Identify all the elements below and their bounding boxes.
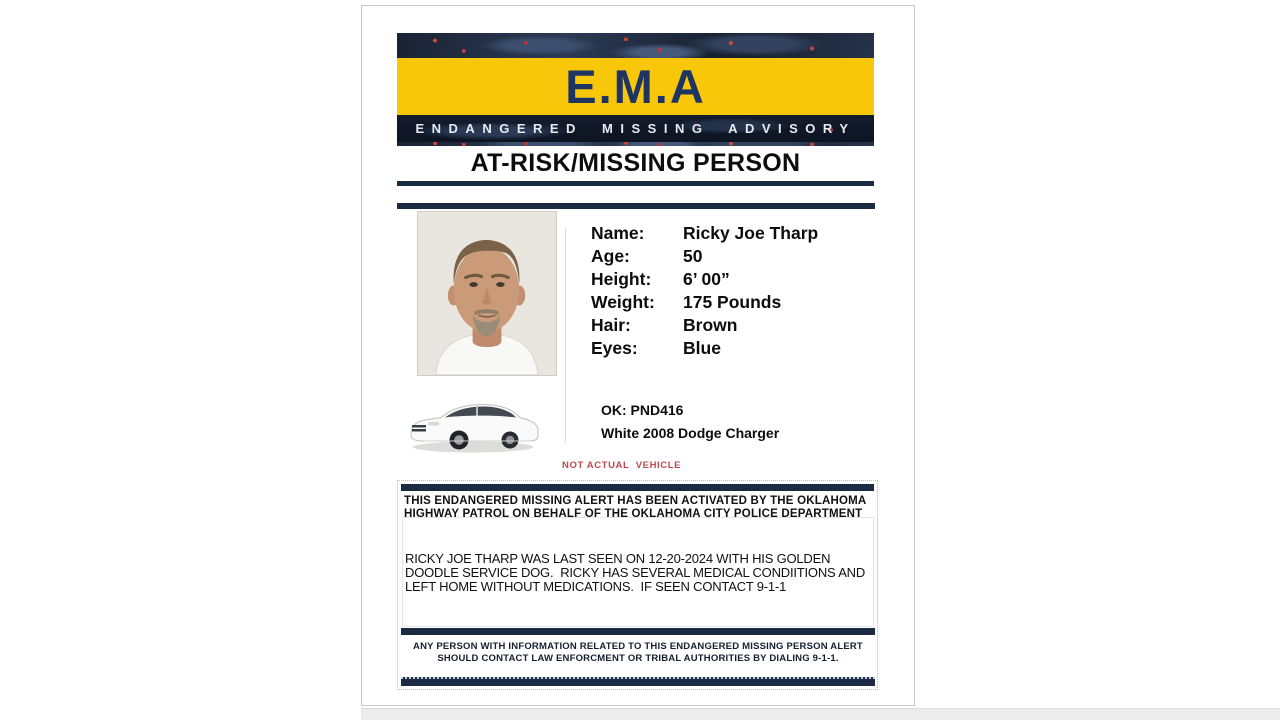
detail-label: Name: xyxy=(591,223,645,243)
banner-photo-strip-bottom xyxy=(397,142,874,146)
alert-activation-text: THIS ENDANGERED MISSING ALERT HAS BEEN ACTIVATED BY THE OKLAHOMA HIGHWAY PATROL ON BEHALF OF THE OKLAHOMA CITY POLICE DEPARTMENT xyxy=(404,495,870,521)
alert-details-text: RICKY JOE THARP WAS LAST SEEN ON 12-20-2024 WITH HIS GOLDEN DOODLE SERVICE DOG. RICKY HAS SEVERAL MEDICAL CONDIITIONS AND LEFT HOME WITHOUT MEDICATIONS. IF SEEN CONTACT 9-1-1 xyxy=(405,551,869,594)
detail-value: 50 xyxy=(683,246,703,266)
vehicle-plate: OK: PND416 xyxy=(601,402,684,418)
alert-footer-text: ANY PERSON WITH INFORMATION RELATED TO THIS ENDANGERED MISSING PERSON ALERT SHOULD CONTACT LAW ENFORCMENT OR TRIBAL AUTHORITIES BY DIALING 9-1-1. xyxy=(413,641,863,664)
page-title: AT-RISK/MISSING PERSON xyxy=(470,149,801,177)
details-frame-line xyxy=(565,228,566,443)
vehicle-info xyxy=(601,402,779,441)
detail-value: 6’ 00” xyxy=(683,269,730,289)
alert-bottom-bar xyxy=(401,677,875,686)
detail-value: Brown xyxy=(683,315,738,335)
detail-value: 175 Pounds xyxy=(683,292,782,312)
vehicle-disclaimer: NOT ACTUAL VEHICLE xyxy=(562,460,682,471)
detail-value: Blue xyxy=(683,338,721,358)
detail-label: Hair: xyxy=(591,315,631,335)
banner-photo-strip-top xyxy=(397,33,874,58)
vehicle-photo xyxy=(405,395,545,455)
alert-middle-bar xyxy=(401,628,875,635)
detail-row-height xyxy=(591,268,818,291)
detail-row-weight xyxy=(591,291,818,314)
banner-advisory-band xyxy=(397,115,874,142)
portrait-illustration xyxy=(418,212,556,375)
missing-person-photo xyxy=(417,211,557,376)
ema-acronym: E.M.A xyxy=(565,60,706,113)
banner-yellow-band xyxy=(397,58,874,115)
separator-bar-top xyxy=(397,181,874,186)
advisory-tagline: ENDANGERED MISSING ADVISORY xyxy=(415,121,856,136)
vehicle-description: White 2008 Dodge Charger xyxy=(601,425,780,441)
ema-banner xyxy=(397,33,874,146)
detail-label: Weight: xyxy=(591,292,655,312)
detail-label: Eyes: xyxy=(591,338,638,358)
viewer-bottom-strip xyxy=(361,708,1280,720)
detail-label: Height: xyxy=(591,269,652,289)
detail-value: Ricky Joe Tharp xyxy=(683,223,819,243)
alert-top-bar xyxy=(401,484,874,491)
document-page xyxy=(361,5,915,706)
detail-row-name xyxy=(591,222,818,245)
alert-section xyxy=(397,480,878,690)
detail-label: Age: xyxy=(591,246,630,266)
subject-details xyxy=(591,222,818,360)
detail-row-eyes xyxy=(591,337,818,360)
detail-row-age xyxy=(591,245,818,268)
separator-bar-bottom xyxy=(397,203,875,209)
car-illustration xyxy=(405,395,545,455)
detail-row-hair xyxy=(591,314,818,337)
